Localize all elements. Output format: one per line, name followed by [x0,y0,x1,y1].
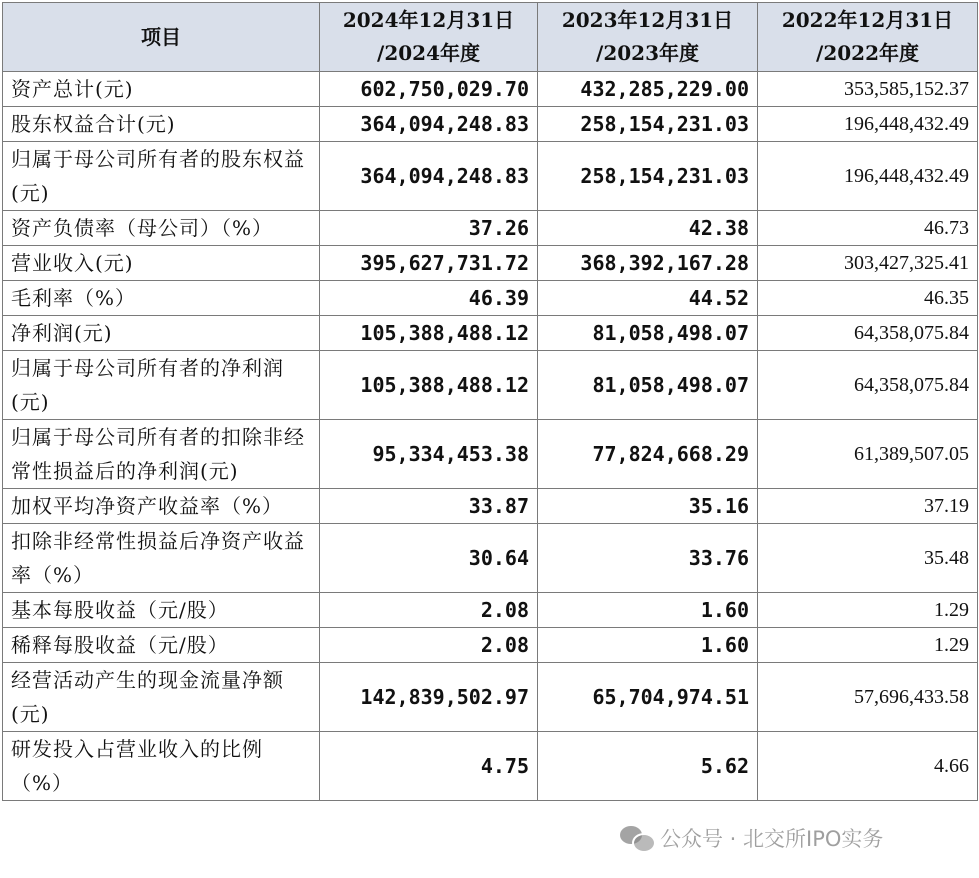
value-2023: 258,154,231.03 [538,107,758,142]
table-row [3,663,978,732]
value-2024: 30.64 [320,524,538,593]
value-2024: 2.08 [320,628,538,663]
value-2024: 142,839,502.97 [320,663,538,732]
table-row [3,107,978,142]
watermark [620,820,883,856]
header-2022 [758,3,978,72]
value-2024: 105,388,488.12 [320,316,538,351]
table-row [3,316,978,351]
value-2023: 81,058,498.07 [538,316,758,351]
value-2022: 196,448,432.49 [758,142,978,211]
value-2024: 602,750,029.70 [320,72,538,107]
table-row [3,351,978,420]
value-2023: 35.16 [538,489,758,524]
value-2022: 61,389,507.05 [758,420,978,489]
row-label: 归属于母公司所有者的扣除非经常性损益后的净利润(元) [3,420,320,489]
value-2024: 364,094,248.83 [320,107,538,142]
value-2023: 65,704,974.51 [538,663,758,732]
value-2022: 35.48 [758,524,978,593]
value-2023: 81,058,498.07 [538,351,758,420]
header-2022-date: 2022年12月31日 [781,8,954,32]
value-2022: 64,358,075.84 [758,316,978,351]
value-2023: 432,285,229.00 [538,72,758,107]
row-label: 加权平均净资产收益率（%） [3,489,320,524]
row-label: 扣除非经常性损益后净资产收益率（%） [3,524,320,593]
value-2023: 42.38 [538,211,758,246]
value-2024: 105,388,488.12 [320,351,538,420]
value-2022: 64,358,075.84 [758,351,978,420]
value-2023: 44.52 [538,281,758,316]
table-row [3,732,978,801]
value-2023: 1.60 [538,593,758,628]
table-row [3,281,978,316]
table-row [3,142,978,211]
value-2023: 33.76 [538,524,758,593]
row-label: 毛利率（%） [3,281,320,316]
value-2022: 196,448,432.49 [758,107,978,142]
table-row [3,524,978,593]
value-2022: 1.29 [758,628,978,663]
value-2024: 4.75 [320,732,538,801]
header-2024 [320,3,538,72]
wechat-icon [620,824,654,852]
value-2022: 4.66 [758,732,978,801]
row-label: 资产负债率（母公司）（%） [3,211,320,246]
value-2023: 368,392,167.28 [538,246,758,281]
value-2024: 33.87 [320,489,538,524]
value-2022: 46.73 [758,211,978,246]
value-2022: 353,585,152.37 [758,72,978,107]
row-label: 经营活动产生的现金流量净额(元) [3,663,320,732]
row-label: 稀释每股收益（元/股） [3,628,320,663]
header-item: 项目 [3,3,320,72]
value-2024: 95,334,453.38 [320,420,538,489]
header-2023-date: 2023年12月31日 [561,8,734,32]
row-label: 基本每股收益（元/股） [3,593,320,628]
table-row [3,246,978,281]
value-2024: 364,094,248.83 [320,142,538,211]
row-label: 研发投入占营业收入的比例（%） [3,732,320,801]
value-2022: 303,427,325.41 [758,246,978,281]
financial-indicators-table [2,2,978,801]
header-2024-date: 2024年12月31日 [342,8,515,32]
header-row [3,3,978,72]
value-2024: 46.39 [320,281,538,316]
table-row [3,211,978,246]
value-2024: 2.08 [320,593,538,628]
header-2023 [538,3,758,72]
header-2022-year: /2022年度 [816,41,919,65]
table-row [3,628,978,663]
value-2022: 1.29 [758,593,978,628]
row-label: 归属于母公司所有者的净利润(元) [3,351,320,420]
value-2022: 57,696,433.58 [758,663,978,732]
value-2024: 37.26 [320,211,538,246]
table-row [3,489,978,524]
header-2024-year: /2024年度 [377,41,480,65]
table-row [3,72,978,107]
row-label: 净利润(元) [3,316,320,351]
row-label: 营业收入(元) [3,246,320,281]
table-row [3,593,978,628]
header-2023-year: /2023年度 [596,41,699,65]
row-label: 资产总计(元) [3,72,320,107]
table-row [3,420,978,489]
row-label: 归属于母公司所有者的股东权益(元) [3,142,320,211]
watermark-text: 公众号 · 北交所IPO实务 [660,827,884,851]
value-2024: 395,627,731.72 [320,246,538,281]
value-2023: 77,824,668.29 [538,420,758,489]
value-2023: 258,154,231.03 [538,142,758,211]
value-2022: 37.19 [758,489,978,524]
value-2022: 46.35 [758,281,978,316]
value-2023: 1.60 [538,628,758,663]
value-2023: 5.62 [538,732,758,801]
row-label: 股东权益合计(元) [3,107,320,142]
